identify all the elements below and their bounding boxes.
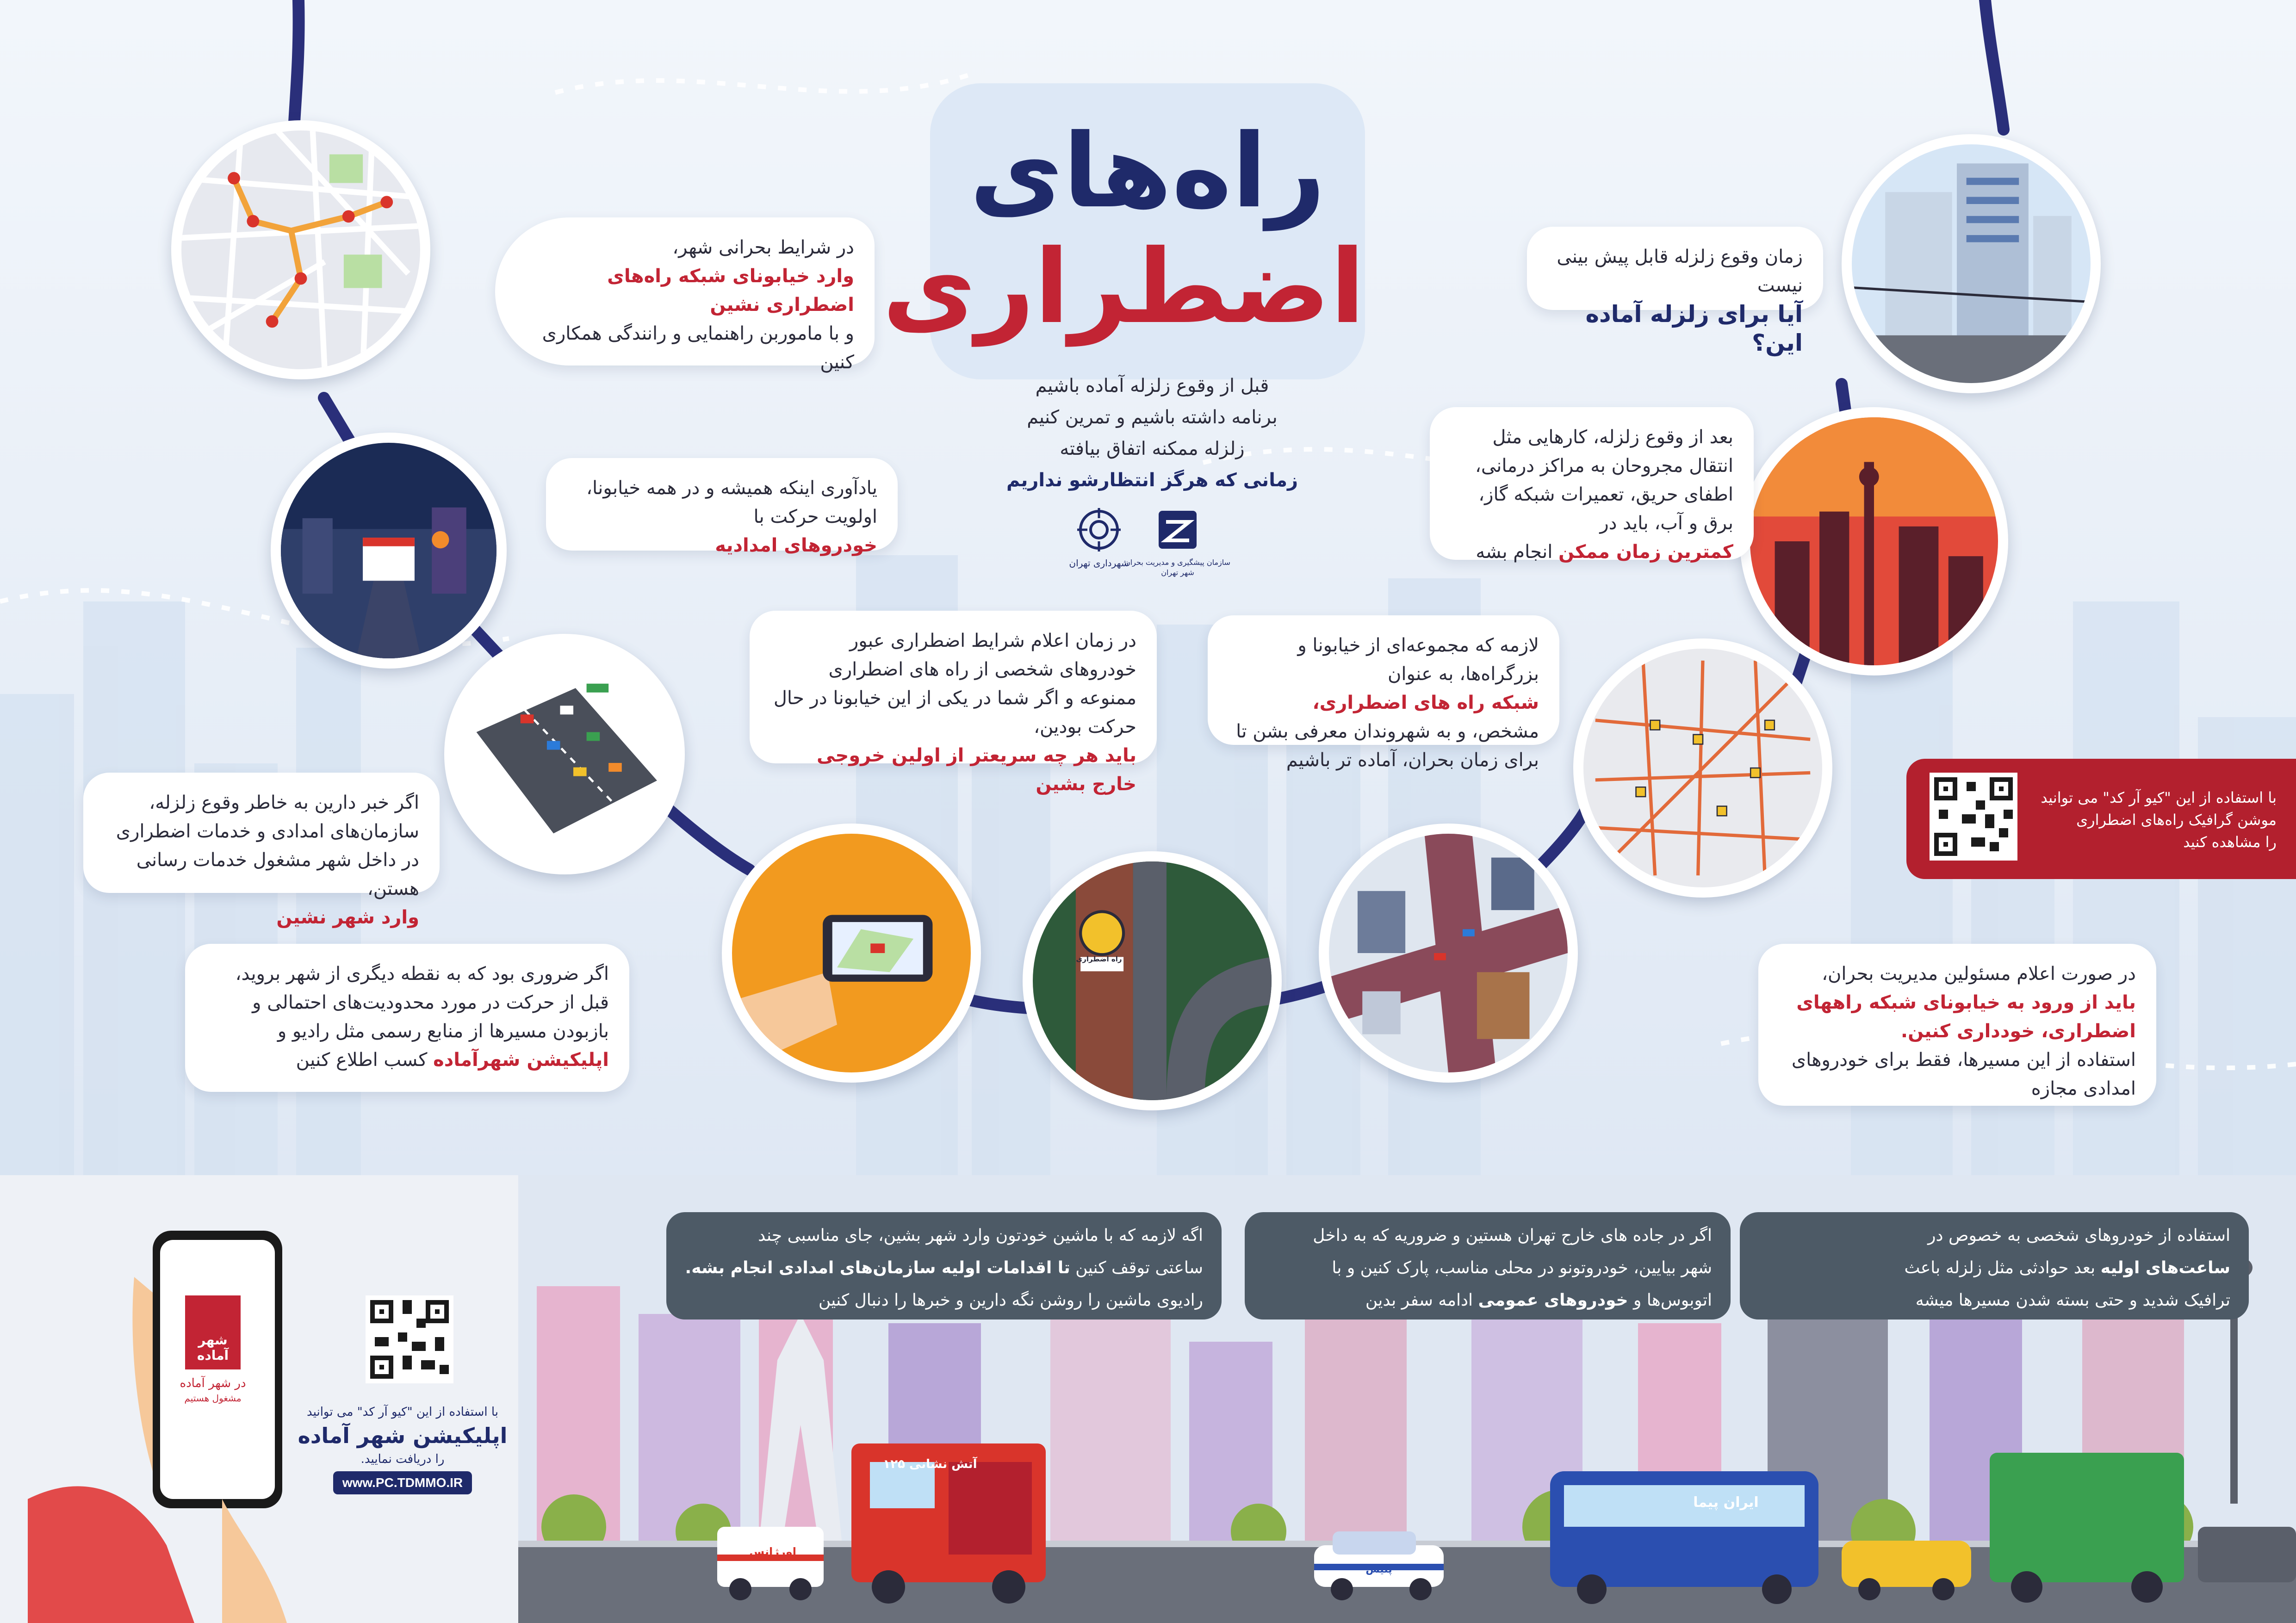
tip2-pre: یادآوری اینکه همیشه و در همه خیابونا، اولویت حرکت با [586,477,877,527]
bt2-line-3-highlight: خودروهای عمومی [1478,1291,1628,1310]
bt3-line-2-highlight: تا اقدامات اولیه سازمان‌های امدادی انجام بشه. [685,1258,1070,1277]
fire-truck-label: آتش نشانی ۱۲۵ [883,1457,977,1471]
tip9-post: استفاده از این مسیرها، فقط برای خودروهای امدادی مجازه [1791,1049,2136,1099]
intro-line-4: زمانی که هرگز انتظارشو نداریم [1006,470,1298,491]
map-route-circle [171,120,430,379]
earthquake-fire-circle [1740,407,2008,675]
crisis-management-logo [1152,504,1203,555]
tip4-pre: اگر خبر دارین به خاطر وقوع زلزله، سازمان‌های امدادی و خدمات اضطراری در داخل شهر مشغول خدمات رسانی هستن، [116,792,419,899]
police-car-label: پلیس [1365,1564,1392,1575]
app-line-2: اپلیکیشن شهر آماده [298,1423,508,1448]
bt1-line-1: استفاده از خودروهای شخصی به خصوص در [1928,1226,2230,1245]
bt2-line-3a: اتوبوس‌ها و [1633,1291,1712,1310]
bus-label: ایران پیما [1693,1494,1759,1511]
bt2-line-1: اگر در جاده های خارج تهران هستین و ضروریه که به داخل [1313,1226,1712,1245]
motion-graphic-qr-text [2031,787,2277,853]
tip7-post: انجام بشه [1476,541,1553,563]
motion-graphic-qr-code[interactable] [1930,773,2017,861]
phone-caption-2: مشغول هستیم [184,1393,242,1404]
title-line-1: راه‌های [969,112,1326,230]
bt2-line-3b: ادامه سفر بدین [1365,1291,1473,1310]
city-intersection-circle [1319,824,1578,1083]
intro-line-1: قبل از وقوع زلزله آماده باشیم [1035,375,1269,396]
tip-emergency-network-avoid [495,217,875,373]
tip-define-emergency-network [1208,615,1559,771]
tip-check-official-sources [185,944,629,1092]
tip8-post: مشخص، و به شهروندان معرفی بشن تا برای زمان بحران، آماده تر باشیم [1236,721,1539,771]
tip8-highlight: شبکه راه های اضطراری، [1312,692,1539,713]
qr-line-2: موشن گرافیک راه‌های اضطراری [2076,811,2277,829]
website-url[interactable]: www.PC.TDMMO.IR [333,1471,472,1494]
title-line-2: اضطراری [882,228,1365,346]
tip2-highlight: خودروهای امدادیه [715,535,877,556]
bt1-line-3: ترافیک شدید و حتی بسته شدن مسیرها میشه [1915,1291,2230,1310]
bt3-line-1: اگه لازمه که با ماشین خودتون وارد شهر بشین، جای مناسبی چند [758,1226,1203,1245]
bottom-tip-wait-and-listen [666,1212,1222,1319]
tip1-highlight: وارد خیابونای شبکه راه‌های اضطراری نشین [607,266,854,316]
tip1-post: و با ماموربن راهنمایی و رانندگی همکاری کنین [542,323,854,373]
tip-post-earthquake-operations [1430,407,1754,563]
app-qr-code[interactable] [366,1295,453,1383]
qr-line-1: با استفاده از این "کیو آر کد" می توانید [2041,789,2277,806]
tip5-highlight: اپلیکیشن شهرآماده [433,1049,609,1071]
tip8-pre: لازمه که مجموعه‌ای از خیابونا و بزرگراه‌ها، به عنوان [1297,635,1539,685]
intro-text [953,370,1351,496]
tip9-highlight: باید از ورود به خیابونای شبکه راههای اضطراری، خودداری کنین. [1796,992,2136,1042]
tip1-pre: در شرایط بحرانی شهر، [672,237,854,258]
city-buildings-circle [1842,134,2101,393]
tip6-highlight: آیا برای زلزله آماده این؟ [1585,301,1803,356]
tip-are-you-ready [1527,227,1823,356]
highway-traffic-circle [444,634,685,874]
emergency-road-circle [1023,851,1282,1110]
tip6-pre: زمان وقوع زلزله قابل پیش بینی نیست [1557,246,1803,296]
crisis-management-caption: سازمان پیشگیری و مدیریت بحران شهر تهران [1124,558,1231,577]
bt1-line-2: بعد حوادثی مثل زلزله باعث [1904,1258,2096,1277]
intro-line-2: برنامه داشته باشیم و تمرین کنیم [1027,407,1278,428]
tehran-municipality-logo [1074,504,1124,555]
bt1-line-2-highlight: ساعت‌های اولیه [2100,1258,2230,1277]
tehran-municipality-caption: شهرداری تهران [1069,558,1129,569]
tip5-post: کسب اطلاع کنین [296,1049,428,1071]
intro-line-3: زلزله ممکنه اتفاق بیافته [1060,438,1245,459]
tip3-highlight: باید هر چه سریعتر از اولین خروجی خارج بشین [817,745,1136,795]
tip5-pre: اگر ضروری بود که به نقطه دیگری از شهر بروید، قبل از حرکت در مورد محدودیت‌های احتمالی و بازبودن مسیرها از منابع رسمی مثل رادیو و [235,963,609,1042]
tip-exit-quickly [750,611,1157,795]
road-sign-label: راه اضطراری [1076,955,1122,963]
qr-line-3: را مشاهده کنید [2183,833,2277,851]
app-line-3: را دریافت نمایید. [360,1452,445,1466]
tip-stay-out-of-network [1758,944,2156,1106]
tip4-highlight: وارد شهر نشین [276,907,419,928]
tip9-pre: در صورت اعلام مسئولین مدیریت بحران، [1822,963,2136,985]
bottom-tip-private-cars [1740,1212,2249,1319]
tip-do-not-enter-city [83,773,440,928]
ambulance-label: اورژانس [749,1545,796,1558]
tip-rescue-priority [546,458,898,556]
phone-app-circle [722,824,981,1083]
app-download-text [296,1402,509,1469]
tip7-highlight: کمترین زمان ممکن [1558,541,1733,563]
app-line-1: با استفاده از این "کیو آر کد" می توانید [306,1405,499,1419]
bt3-line-2a: ساعتی توقف کنین [1075,1258,1203,1277]
ambulance-night-circle [271,433,507,669]
phone-app-logo-text: شهر آماده [197,1332,229,1363]
bt2-line-2: شهر بیایین، خودروتونو در محلی مناسب، پارک کنین و با [1332,1258,1712,1277]
emergency-network-map-circle [1573,638,1832,898]
phone-caption-1: در شهر آماده [180,1376,246,1390]
bottom-tip-park-outside [1245,1212,1731,1319]
bt3-line-3: رادیوی ماشین را روشن نگه دارین و خبرها را دنبال کنین [818,1291,1203,1310]
tip7-pre: بعد از وقوع زلزله، کارهایی مثل انتقال مجروحان به مراکز درمانی، اطفای حریق، تعمیرات شبکه گاز، برق و آب، باید در [1475,427,1733,534]
tip3-pre: در زمان اعلام شرایط اضطراری عبور خودروهای شخصی از راه های اضطراری ممنوعه و اگر شما در یکی از این خیابونا در حال حرکت بودین، [773,630,1136,737]
